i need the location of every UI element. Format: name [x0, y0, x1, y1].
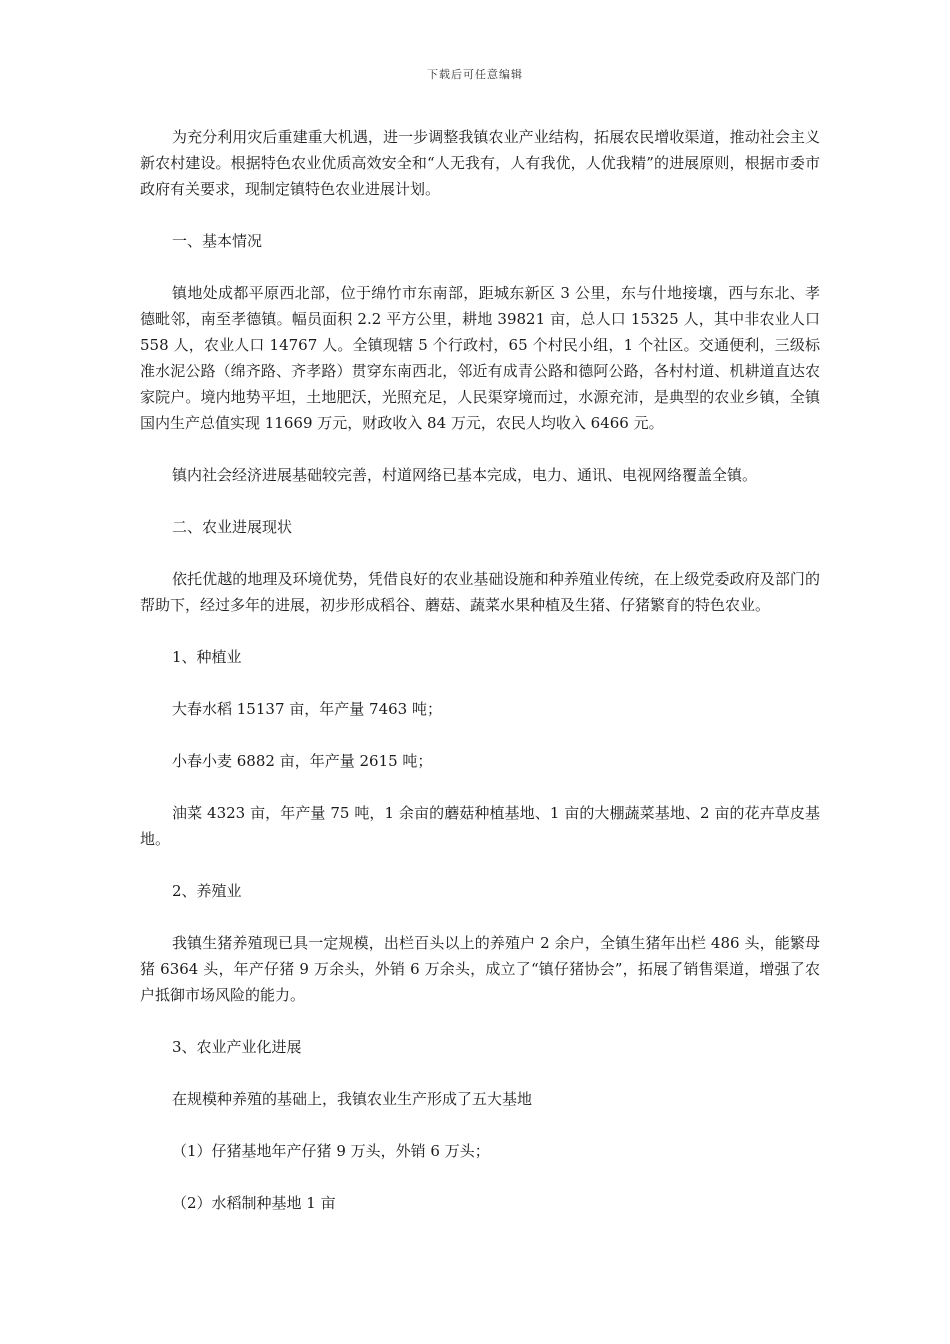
- breeding-paragraph: 我镇生猪养殖现已具一定规模，出栏百头以上的养殖户 2 余户，全镇生猪年出栏 486 头，能繁母猪 6364 头，年产仔猪 9 万余头，外销 6 万余头，成立了“镇仔猪协会”，拓展了销售渠道，增强了农户抵御市场风险的能力。: [140, 934, 820, 1004]
- subheading-planting: 1、种植业: [172, 648, 242, 666]
- base-item-1: （1）仔猪基地年产仔猪 9 万头，外销 6 万头；: [172, 1142, 490, 1160]
- basic-info-paragraph: 镇地处成都平原西北部，位于绵竹市东南部，距城东新区 3 公里，东与什地接壤，西与东北、孝德毗邻，南至孝德镇。幅员面积 2.2 平方公里，耕地 39821 亩，总人口 15325 人，其中非农业人口 558 人，农业人口 14767 人。全镇现辖 5 个行政村，65 个村民小组，1 个社区。交通便利，三级标准水泥公路（绵齐路、齐孝路）贯穿东南西北，邻近有成青公路和德阿公路，各村村道、机耕道直达农家院户。境内地势平坦，土地肥沃，光照充足，人民渠穿境而过，水源充沛，是典型的农业乡镇，全镇国内生产总值实现 11669 万元，财政收入 84 万元，农民人均收入 6466 元。: [140, 284, 820, 432]
- infrastructure-paragraph: 镇内社会经济进展基础较完善，村道网络已基本完成，电力、通讯、电视网络覆盖全镇。: [172, 466, 758, 484]
- section-heading-basic: 一、基本情况: [172, 232, 263, 250]
- document-body: [140, 124, 820, 1242]
- base-item-2: （2）水稻制种基地 1 亩: [172, 1194, 336, 1212]
- planting-wheat: 小春小麦 6882 亩，年产量 2615 吨；: [172, 752, 433, 770]
- status-paragraph: 依托优越的地理及环境优势，凭借良好的农业基础设施和种养殖业传统，在上级党委政府及部门的帮助下，经过多年的进展，初步形成稻谷、蘑菇、蔬菜水果种植及生猪、仔猪繁育的特色农业。: [140, 570, 820, 614]
- subheading-breeding: 2、养殖业: [172, 882, 242, 900]
- section-heading-status: 二、农业进展现状: [172, 518, 293, 536]
- planting-rice: 大春水稻 15137 亩，年产量 7463 吨；: [172, 700, 442, 718]
- page-header: 下载后可任意编辑: [427, 68, 523, 81]
- industrialization-paragraph: 在规模种养殖的基础上，我镇农业生产形成了五大基地: [172, 1090, 533, 1108]
- planting-rapeseed: 油菜 4323 亩，年产量 75 吨，1 余亩的蘑菇种植基地、1 亩的大棚蔬菜基地、2 亩的花卉草皮基地。: [140, 804, 820, 848]
- subheading-industrialization: 3、农业产业化进展: [172, 1038, 302, 1056]
- intro-paragraph: 为充分利用灾后重建重大机遇，进一步调整我镇农业产业结构，拓展农民增收渠道，推动社会主义新农村建设。根据特色农业优质高效安全和“人无我有，人有我优，人优我精”的进展原则，根据市委市政府有关要求，现制定镇特色农业进展计划。: [140, 128, 820, 198]
